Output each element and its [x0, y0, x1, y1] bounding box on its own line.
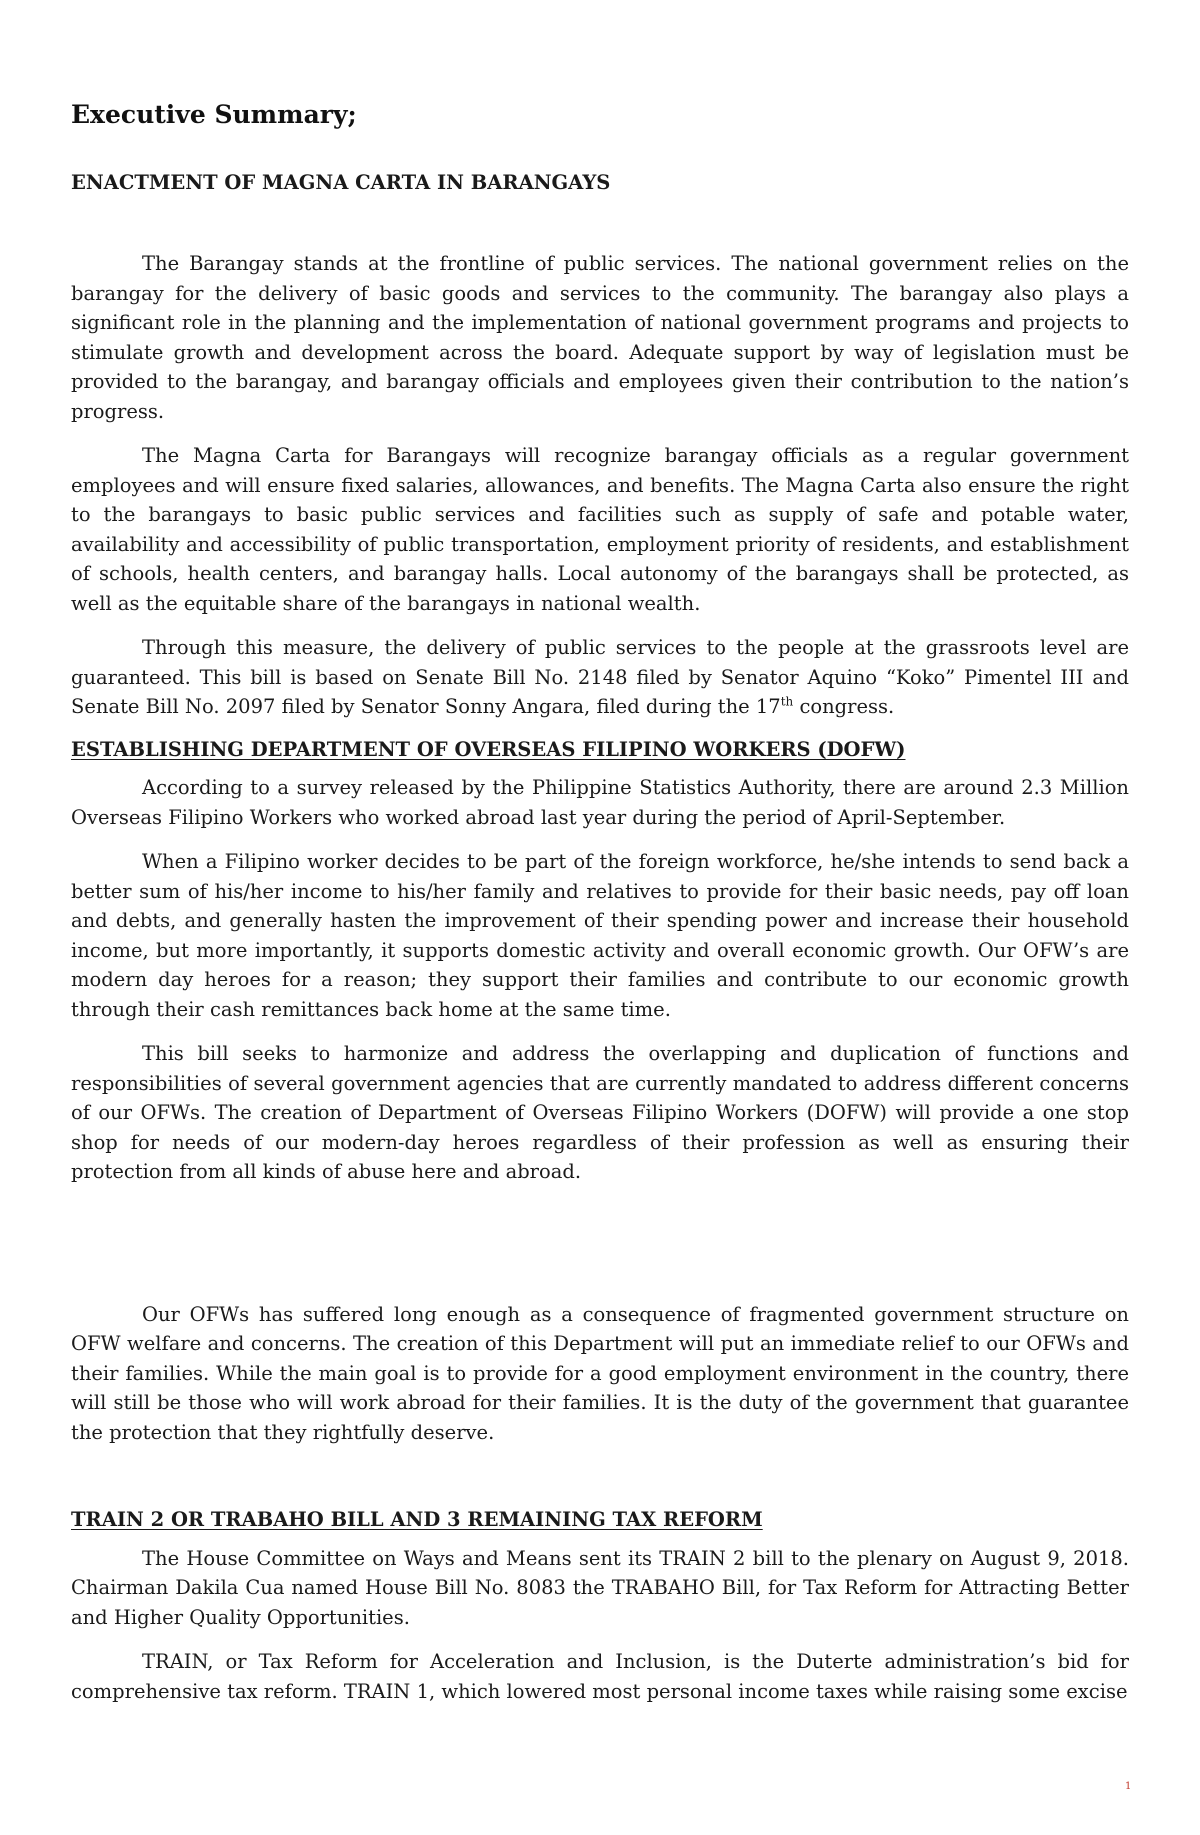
section-heading-dofw: ESTABLISHING DEPARTMENT OF OVERSEAS FILIPINO WORKERS (DOFW)	[71, 737, 906, 761]
paragraph-with-superscript	[71, 633, 1129, 722]
paragraph: Our OFWs has suffered long enough as a consequence of fragmented government structure on OFW welfare and concerns. The creation of this Department will put an immediate relief to our OFWs and their families. While the main goal is to provide for a good employment environment in the country, there will still be those who will work abroad for their families. It is the duty of the government that guarantee the protection that they rightfully deserve.	[71, 1302, 1129, 1444]
section-heading-magna-carta: ENACTMENT OF MAGNA CARTA IN BARANGAYS	[71, 171, 611, 194]
blank-space	[71, 1462, 1129, 1507]
superscript-ordinal: th	[780, 694, 794, 709]
paragraph: The House Committee on Ways and Means sent its TRAIN 2 bill to the plenary on August 9, 2018. Chairman Dakila Cua named House Bill No. 8083 the TRABAHO Bill, for Tax Reform for Attracting Better and Higher Quality Opportunities.	[71, 1546, 1129, 1629]
paragraph-text: Through this measure, the delivery of public services to the people at the grassroots level are guaranteed. This bill is based on Senate Bill No. 2148 filed by Senator Aquino “Koko” Pimentel III and Senate Bill No. 2097 filed by Senator Sonny Angara, filed during the 17	[71, 636, 1129, 719]
page-title	[71, 100, 1129, 130]
title-suffix: ;	[347, 100, 357, 129]
paragraph: The Barangay stands at the frontline of public services. The national government relies on the barangay for the delivery of basic goods and services to the community. The barangay also plays a significant role in the planning and the implementation of national government programs and projects to stimulate growth and development across the board. Adequate support by way of legislation must be provided to the barangay, and barangay officials and employees given their contribution to the nation’s progress.	[71, 252, 1129, 423]
paragraph: According to a survey released by the Philippine Statistics Authority, there are around 2.3 Million Overseas Filipino Workers who worked abroad last year during the period of April-September.	[71, 776, 1129, 829]
blank-space	[71, 1202, 1129, 1300]
title-text: Executive Summary	[71, 100, 348, 129]
document-body	[71, 100, 1129, 1721]
section-heading-train2: TRAIN 2 OR TRABAHO BILL AND 3 REMAINING TAX REFORM	[71, 1508, 763, 1532]
paragraph-text-end: congress.	[793, 695, 895, 719]
paragraph: TRAIN, or Tax Reform for Acceleration and Inclusion, is the Duterte administration’s bid for comprehensive tax reform. TRAIN 1, which lowered most personal income taxes while raising some excise	[71, 1650, 1129, 1703]
paragraph: The Magna Carta for Barangays will recognize barangay officials as a regular government employees and will ensure fixed salaries, allowances, and benefits. The Magna Carta also ensure the right to the barangays to basic public services and facilities such as supply of safe and potable water, availability and accessibility of public transportation, employment priority of residents, and establishment of schools, health centers, and barangay halls. Local autonomy of the barangays shall be protected, as well as the equitable share of the barangays in national wealth.	[71, 444, 1129, 615]
paragraph: When a Filipino worker decides to be part of the foreign workforce, he/she intends to send back a better sum of his/her income to his/her family and relatives to provide for their basic needs, pay off loan and debts, and generally hasten the improvement of their spending power and increase their household income, but more importantly, it supports domestic activity and overall economic growth. Our OFW’s are modern day heroes for a reason; they support their families and contribute to our economic growth through their cash remittances back home at the same time.	[71, 850, 1129, 1021]
paragraph: This bill seeks to harmonize and address the overlapping and duplication of functions and responsibilities of several government agencies that are currently mandated to address different concerns of our OFWs. The creation of Department of Overseas Filipino Workers (DOFW) will provide a one stop shop for needs of our modern-day heroes regardless of their profession as well as ensuring their protection from all kinds of abuse here and abroad.	[71, 1042, 1129, 1184]
page-number: 1	[1125, 1781, 1132, 1792]
